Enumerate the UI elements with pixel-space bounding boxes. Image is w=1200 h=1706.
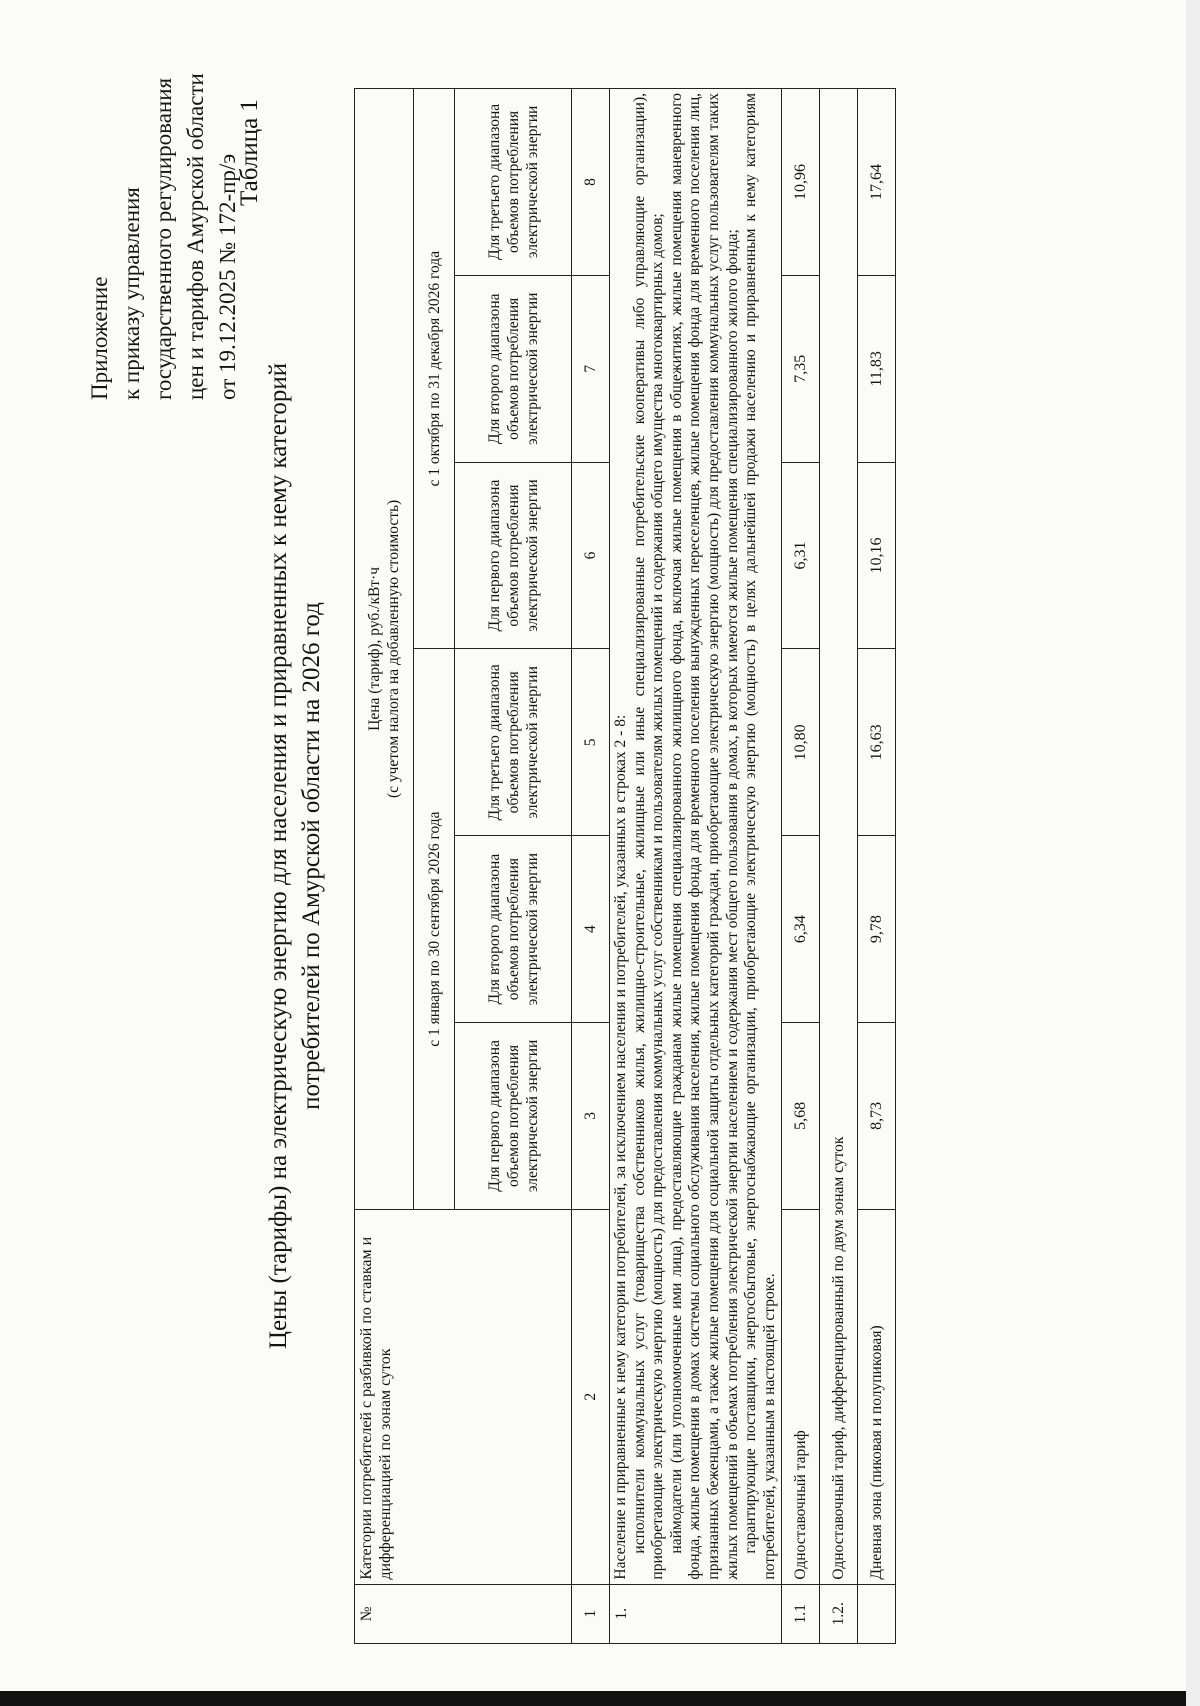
row-num: 1.2. <box>820 1584 858 1643</box>
col-number: 7 <box>572 275 610 462</box>
table-row <box>858 89 896 1644</box>
header-category: Категории потребителей с разбивкой по ставкам и дифференциацией по зонам суток <box>355 1209 572 1584</box>
column-number-row <box>572 89 610 1644</box>
row-label: Одноставочный тариф, дифференцированный по двум зонам суток <box>820 89 858 1585</box>
col-number: 6 <box>572 462 610 649</box>
row-value: 5,68 <box>782 1023 820 1210</box>
header-range-3-p2: Для третьего диапазона объемов потребления электрической энергии <box>455 89 572 276</box>
row-value: 9,78 <box>858 836 896 1023</box>
row-label: Дневная зона (пиковая и полупиковая) <box>858 1209 896 1584</box>
col-number: 4 <box>572 836 610 1023</box>
header-range-2-p1: Для второго диапазона объемов потребления электрической энергии <box>455 836 572 1023</box>
section-1-row <box>610 89 782 1644</box>
title-line-1: Цены (тарифы) на электрическую энергию для населения и приравненных к нему категорий <box>265 362 292 1350</box>
document-title <box>262 306 328 1406</box>
section-1-num: 1. <box>610 1584 782 1643</box>
row-value: 10,80 <box>782 649 820 836</box>
header-period-2: с 1 октября по 31 декабря 2026 года <box>414 89 455 649</box>
table-row <box>782 89 820 1644</box>
header-period-1: с 1 января по 30 сентября 2026 года <box>414 649 455 1209</box>
section-1-paragraph: Население и приравненные к нему категории потребителей, за исключением населения и потребителей, указанных в строках 2 - 8: <box>612 714 629 1580</box>
col-number: 1 <box>572 1584 610 1643</box>
header-price <box>355 89 414 1210</box>
title-line-2: потребителей по Амурской области на 2026 год <box>298 602 325 1110</box>
col-number: 8 <box>572 89 610 276</box>
appendix-line-1: Приложение <box>87 276 112 400</box>
row-label: Одноставочный тариф <box>782 1209 820 1584</box>
header-price-title: Цена (тариф), руб./кВт·ч <box>366 566 383 731</box>
col-number: 2 <box>572 1209 610 1584</box>
row-value: 17,64 <box>858 89 896 276</box>
appendix-header <box>84 10 244 400</box>
appendix-line-2: к приказу управления <box>119 187 144 400</box>
row-num <box>858 1584 896 1643</box>
appendix-line-3: государственного регулирования <box>151 77 176 400</box>
tariff-table <box>354 88 896 1644</box>
header-range-3-p1: Для третьего диапазона объемов потребления электрической энергии <box>455 649 572 836</box>
appendix-line-4: цен и тарифов Амурской области <box>183 73 208 400</box>
section-1-paragraph: исполнители коммунальных услуг (товарищества собственников жилья, жилищно-строительные, жилищные или иные специализированные потребительские кооперативы либо управляющие организации), приобретающие электрическую энергию (мощность) для предоставления коммунальных услуг собственникам и пользователям жилых помещений и содержания общего имущества многоквартирных домов; <box>630 93 667 1580</box>
section-1-paragraph: наймодатели (или уполномоченные ими лица), предоставляющие гражданам жилые помещения специализированного жилищного фонда, включая жилые помещения в общежитиях, жилые помещения маневренного фонда, жилые помещения в домах системы социального обслуживания населения, жилые помещения фонда для временного поселения вынужденных переселенцев, жилые помещения фонда для временного поселения лиц, признанных беженцами, а также жилые помещения для социальной защиты отдельных категорий граждан, приобретающие электрическую энергию (мощность) для предоставления коммунальных услуг пользователям таких жилых помещений в объемах потребления электрической энергии населением и содержания мест общего пользования в домах, в которых имеются жилые помещения специализированного жилого фонда; <box>667 93 741 1580</box>
header-num: № <box>355 1584 572 1643</box>
row-value: 11,83 <box>858 275 896 462</box>
row-value: 8,73 <box>858 1023 896 1210</box>
section-1-description <box>610 89 782 1585</box>
row-value: 6,31 <box>782 462 820 649</box>
row-value: 16,63 <box>858 649 896 836</box>
col-number: 5 <box>572 649 610 836</box>
appendix-line-5: от 19.12.2025 № 172-пр/э <box>215 153 240 400</box>
row-value: 10,96 <box>782 89 820 276</box>
header-range-1-p2: Для первого диапазона объемов потребления электрической энергии <box>455 462 572 649</box>
col-number: 3 <box>572 1023 610 1210</box>
header-price-note: (с учетом налога на добавленную стоимость) <box>385 499 402 799</box>
header-range-2-p2: Для второго диапазона объемов потребления электрической энергии <box>455 275 572 462</box>
table-label: Таблица 1 <box>236 99 263 206</box>
header-range-1-p1: Для первого диапазона объемов потребления электрической энергии <box>455 1023 572 1210</box>
section-1-paragraph: гарантирующие поставщики, энергосбытовые, энергоснабжающие организации, приобретающие электрическую энергию (мощность) в целях дальнейшей продажи населению и приравненным к нему категориям потребителей, указанным в настоящей строке. <box>742 93 778 1580</box>
table-row <box>820 89 858 1644</box>
row-value: 6,34 <box>782 836 820 1023</box>
row-value: 7,35 <box>782 275 820 462</box>
row-num: 1.1 <box>782 1584 820 1643</box>
row-value: 10,16 <box>858 462 896 649</box>
